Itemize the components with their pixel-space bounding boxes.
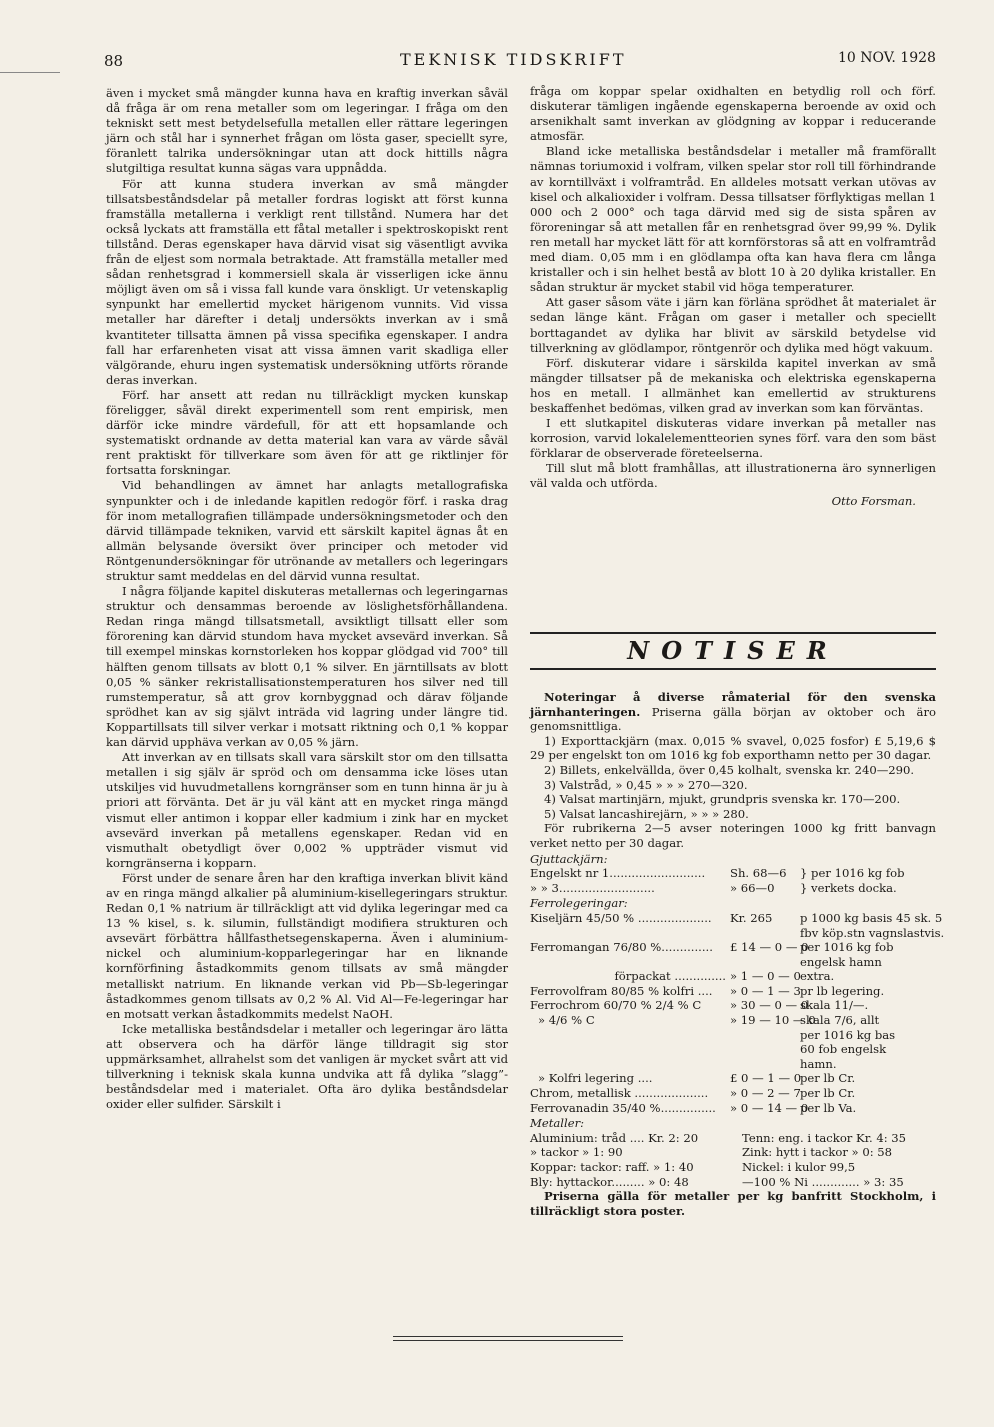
- price-item: [530, 1042, 730, 1057]
- metal-row: [530, 1131, 936, 1146]
- price-value: [730, 1057, 800, 1072]
- price-item: Ferrochrom 60/70 % 2/4 % C: [530, 998, 702, 1013]
- price-row: [530, 1057, 936, 1072]
- price-item: Engelskt nr 1..........................: [530, 866, 706, 881]
- page-number: 88: [104, 52, 124, 70]
- price-value: [730, 1042, 800, 1057]
- notice-item: 5) Valsat lancashirejärn, » » » 280.: [544, 806, 749, 821]
- paragraph: I ett slutkapitel diskuteras vidare inverkan på metaller nas korrosion, varvid lokalelementteorien synes förf. vara den som bäst förklarar de observerade företeelserna.: [530, 416, 936, 461]
- notice-lead: [530, 690, 936, 734]
- notice-item: 1) Exporttackjärn (max. 0,015 % svavel, 0,025 fosfor) £ 5,19,6 $ 29 per engelskt ton om 1016 kg fob exporthamn netto per 30 dagar.: [530, 733, 936, 763]
- metal-price-right: Tenn: eng. i tackor Kr. 4: 35: [742, 1130, 907, 1145]
- price-row: [530, 1042, 936, 1057]
- notice-item: 2) Billets, enkelvällda, över 0,45 kolhalt, svenska kr. 240—290.: [544, 762, 915, 777]
- metal-price-left: » tackor » 1: 90: [530, 1145, 623, 1160]
- paragraph: även i mycket små mängder kunna hava en kraftig inverkan såväl då fråga är om rena metaller som om legeringar. I fråga om den tekniskt sett mest betydelsefulla metallen eller rättare legeringen järn och stål har i synnerhet frågan om lösta gaser, speciellt syre, föranlett talrika undersökningar utan att dock hittills några slutgiltiga resultat kunna sägas vara uppnådda.: [106, 86, 508, 176]
- notice-lead-bold: Noteringar å diverse råmaterial för den svenska järnhanteringen.: [530, 690, 936, 719]
- price-item: [530, 1028, 730, 1043]
- price-row: [530, 866, 936, 881]
- metal-price-left: Bly: hyttackor......... » 0: 48: [530, 1174, 689, 1189]
- price-item: Ferrovanadin 35/40 %...............: [530, 1100, 716, 1115]
- price-value: » 30 — 0 — 0: [730, 998, 809, 1013]
- paragraph: Att gaser såsom väte i järn kan förläna sprödhet åt materialet är sedan länge känt. Frågan om gaser i metaller och speciellt borttagandet av dylika har blivit av särskild betydelse vid tillverkning av glödlampor, röntgenrör och dylika med högt vakuum.: [530, 295, 936, 355]
- paragraph: För att kunna studera inverkan av små mängder tillsatsbeståndsdelar på metaller fordras logiskt att först kunna framställa metallerna i verkligt rent tillstånd. Numera har det också lyckats att framställa ett fåtal metaller i spektroskopiskt rent tillstånd. Deras egenskaper hava därvid visat sig väsentligt avvika från de eljest som normala betraktade. Att framställa metaller med sådan renhetsgrad i kommersiell skala är visserligen icke ännu möjligt även om så i vissa fall kunde vara önskligt. Ur vetenskaplig synpunkt har emellertid mycket härigenom vunnits. Vid vissa metaller har därefter i detalj undersökts inverkan av i små kvantiteter tillsatta ämnen på vissa specifika egenskaper. I andra fall har erfarenheten visat att vissa ämnen varit skadliga eller välgörande, ehuru ingen systematisk undersökning utförts rörande deras inverkan.: [106, 176, 508, 387]
- footer-rule-bottom: [393, 1340, 623, 1341]
- price-unit: engelsk hamn: [800, 954, 882, 969]
- paragraph: Icke metalliska beståndsdelar i metaller och legeringar äro lätta att observera och ha därför länge tilldragit sig stor uppmärksamhet, allrahelst som det vanligen är mycket svårt att vid tillverkning i teknisk skala kunna undvika att få dylika ”slagg”-beståndsdelar med i materialet. Ofta äro dylika beståndsdelar oxider eller sulfider. Särskilt i: [106, 1021, 508, 1112]
- paragraph: fråga om koppar spelar oxidhalten en betydlig roll och förf. diskuterar tämligen ingående egenskaperna beroende av oxid och arsenikhalt samt inverkan av glödgning av koppar i reducerande atmosfär.: [530, 84, 936, 144]
- paragraph: Att inverkan av en tillsats skall vara särskilt stor om den tillsatta metallen i sig själv är spröd och om densamma icke löses utan utskiljes vid huvudmetallens korngränser som en tunn hinna är ju à priori att förvänta. Det är ju väl känt att en mycket ringa mängd vismut eller antimon i koppar eller kadmium i zink har en mycket avsevärd inverkan på metallens egenskaper. Redan vid en vismuthalt obetydligt över 0,002 % uppträder vismut vid korngränserna i kopparn.: [106, 750, 508, 870]
- price-row: [530, 998, 936, 1013]
- price-value: » 0 — 1 — 3: [730, 983, 801, 998]
- price-value: [730, 926, 800, 941]
- paragraph: Till slut må blott framhållas, att illustrationerna äro synnerligen väl valda och utförda.: [530, 461, 936, 491]
- price-row: [530, 1028, 936, 1043]
- metal-row: [530, 1145, 936, 1160]
- price-unit: per lb Cr.: [800, 1071, 856, 1086]
- gjuttackjarn-heading: Gjuttackjärn:: [530, 851, 608, 866]
- price-unit: hamn.: [800, 1056, 837, 1071]
- metal-price-right: Nickel: i kulor 99,5: [742, 1160, 856, 1174]
- price-value: » 66—0: [730, 880, 775, 895]
- metal-price-left: Aluminium: tråd .... Kr. 2: 20: [530, 1130, 699, 1145]
- left-column: [106, 86, 508, 1112]
- price-item: [530, 955, 730, 970]
- price-row: [530, 1013, 936, 1028]
- price-row: [530, 1086, 936, 1101]
- price-value: » 0 — 14 — 0: [730, 1100, 809, 1115]
- paragraph: Förf. diskuterar vidare i särskilda kapitel inverkan av små mängder tillsatser på de mekaniska och elektriska egenskaperna hos en metall. I allmänhet kan emellertid av strukturens beskaffenhet bedömas, vilken grad av inverkan som kan förväntas.: [530, 355, 936, 415]
- footer-rule-top: [393, 1336, 623, 1337]
- paragraph: Förf. har ansett att redan nu tillräckligt mycken kunskap föreligger, såväl direkt experimentell som rent empirisk, men därför icke mindre värdefull, för att ett hopsamlande och systematiskt ordnande av detta material kan vara av värde såväl rent praktiskt för tillverkare som även för att ge riktlinjer för fortsatta forskningar.: [106, 387, 508, 478]
- price-item: » Kolfri legering ....: [538, 1071, 653, 1086]
- price-row: [530, 955, 936, 970]
- notiser-heading: NOTISER: [627, 636, 839, 665]
- price-unit: skala 7/6, allt: [800, 1013, 880, 1028]
- metal-price-left: Koppar: tackor: raff. » 1: 40: [530, 1160, 694, 1174]
- notice-item: 4) Valsat martinjärn, mjukt, grundpris svenska kr. 170—200.: [544, 792, 901, 807]
- price-unit: per lb Va.: [800, 1100, 857, 1115]
- margin-mark: [0, 72, 60, 73]
- ferro-heading: Ferrolegeringar:: [530, 896, 628, 911]
- price-unit: fbv köp.stn vagnslastvis.: [800, 925, 945, 940]
- metal-row: [530, 1160, 936, 1175]
- price-value: [730, 955, 800, 970]
- price-item: Ferromangan 76/80 %..............: [530, 940, 713, 955]
- price-value: £ 0 — 1 — 0: [730, 1071, 802, 1086]
- metal-row: [530, 1175, 936, 1190]
- price-item: förpackat ..............: [614, 969, 726, 984]
- price-value: » 0 — 2 — 7: [730, 1086, 801, 1101]
- price-value: [730, 1028, 800, 1043]
- rubrik-note: För rubrikerna 2—5 avser noteringen 1000 kg fritt banvagn verket netto per 30 dagar.: [530, 821, 936, 850]
- right-column: [530, 84, 936, 509]
- price-row: [530, 940, 936, 955]
- price-row: [530, 910, 943, 926]
- price-item: Chrom, metallisk ....................: [530, 1086, 709, 1101]
- metaller-heading: Metaller:: [530, 1116, 585, 1131]
- price-row: [530, 984, 936, 999]
- price-unit: } per 1016 kg fob: [800, 866, 905, 881]
- price-item: [530, 926, 730, 941]
- price-item: Kiseljärn 45/50 % ....................: [530, 910, 712, 925]
- closing-note: Priserna gälla för metaller per kg banfritt Stockholm, i tillräckligt stora poster.: [530, 1189, 936, 1218]
- price-unit: } verkets docka.: [800, 880, 897, 895]
- price-unit: p 1000 kg basis 45 sk. 5: [800, 910, 943, 925]
- price-row: [530, 1071, 936, 1086]
- price-value: Sh. 68—6: [730, 866, 787, 881]
- price-value: £ 14 — 0 — 0: [730, 940, 809, 955]
- price-unit: per 1016 kg bas: [800, 1027, 896, 1042]
- price-row: [530, 881, 936, 896]
- price-item: [530, 1057, 730, 1072]
- metal-price-right: Zink: hytt i tackor » 0: 58: [742, 1145, 893, 1160]
- price-value: Kr. 265: [730, 910, 773, 925]
- price-value: » 1 — 0 — 0: [730, 969, 801, 984]
- price-unit: 60 fob engelsk: [800, 1042, 887, 1057]
- price-row: [530, 1101, 936, 1116]
- price-unit: per 1016 kg fob: [800, 940, 894, 955]
- paragraph: I några följande kapitel diskuteras metallernas och legeringarnas struktur och densammas beroende av löslighetsförhållandena. Redan ringa mängd tillsatsmetall, avsiktligt tillsatt eller som förorening kan därvid stundom hava mycket avsevärd inverkan. Så till exempel minskas kornstorleken hos koppar glödgad vid 700° till hälften genom tillsats av blott 0,1 % silver. En järntillsats av blott 0,05 % sänker rekristallisationstemperaturen hos silver ned till rumstemperatur, så att grov kornbyggnad och därav följande sprödhet kan av sig självt inträda vid lagring under längre tid. Koppartillsats till silver verkar i motsatt riktning och 0,1 % koppar kan därvid upphäva verkan av 0,05 % järn.: [106, 584, 508, 750]
- price-unit: per lb Cr.: [800, 1086, 856, 1101]
- price-item: » » 3..........................: [530, 880, 655, 895]
- price-row: [530, 969, 936, 984]
- price-row: [530, 925, 945, 941]
- price-unit: pr lb legering.: [800, 983, 885, 998]
- notiser-rule-bottom: [530, 668, 936, 670]
- price-item: » 4/6 % C: [538, 1013, 595, 1028]
- issue-date: 10 NOV. 1928: [838, 50, 936, 66]
- price-unit: extra.: [800, 969, 835, 984]
- notice-item: 3) Valstråd, » 0,45 » » » 270—320.: [544, 777, 748, 792]
- price-value: » 19 — 10 — 0: [730, 1013, 816, 1028]
- notiser-rule-top: [530, 632, 936, 634]
- journal-title: TEKNISK TIDSKRIFT: [400, 50, 627, 69]
- price-item: Ferrovolfram 80/85 % kolfri ....: [530, 983, 713, 998]
- paragraph: Först under de senare åren har den kraftiga inverkan blivit känd av en ringa mängd alkalier på aluminium-kisellegeringars struktur. Redan 0,1 % natrium är tillräckligt att vid dylika legeringar med ca 13 % kisel, s. k. silumin, fullständigt modifiera strukturen och avsevärt förbättra hållfasthetsegenskaperna. Även i aluminium-nickel och aluminium-kopparlegeringar har en liknande kornförfining åstadkommits genom tillsats av små mängder metalliskt natrium. En liknande verkan vid Pb—Sb-legeringar åstadkommes genom tillsats av 0,2 % Al. Vid Al—Fe-legeringar har en motsatt verkan åstadkommits medelst NaOH.: [106, 870, 508, 1021]
- paragraph: Bland icke metalliska beståndsdelar i metaller må framförallt nämnas toriumoxid i volfram, vilken spelar stor roll till förhindrande av korntillväxt i volframtråd. En alldeles motsatt verkan utövas av kisel och alkalioxider i volfram. Dessa tillsatser förflyktigas mellan 1 000 och 2 000° och taga därvid med sig de sista spåren av föroreningar så att metallen får en renhetsgrad över 99,99 %. Dylik ren metall har mycket lätt för att kornförstoras så att en volframtråd med diam. 0,05 mm i en glödlampa ofta kan hava flera cm långa kristaller och i sin helhet bestå av blott 10 à 20 dylika kristaller. En sådan struktur är mycket stabil vid höga temperaturer.: [530, 144, 936, 295]
- price-unit: skala 11/—.: [800, 998, 869, 1013]
- paragraph: Vid behandlingen av ämnet har anlagts metallografiska synpunkter och i de inledande kapitlen redogör förf. i raska drag för inom metallografien tillämpade undersökningsmetoder och den därvid tillämpade tekniken, varvid ett särskilt kapitel ägnas åt en allmän belysande översikt över principer och metoder vid Röntgenundersökningar för utrönande av metallers och legeringars struktur samt meddelas en del därvid vunna resultat.: [106, 478, 508, 583]
- author-signature: Otto Forsman.: [831, 493, 916, 508]
- metal-price-right: —100 % Ni ............. » 3: 35: [742, 1174, 904, 1189]
- notice-lead-rest: Priserna gälla början av oktober och äro genomsnittliga.: [530, 704, 936, 734]
- price-notices: [530, 690, 945, 1218]
